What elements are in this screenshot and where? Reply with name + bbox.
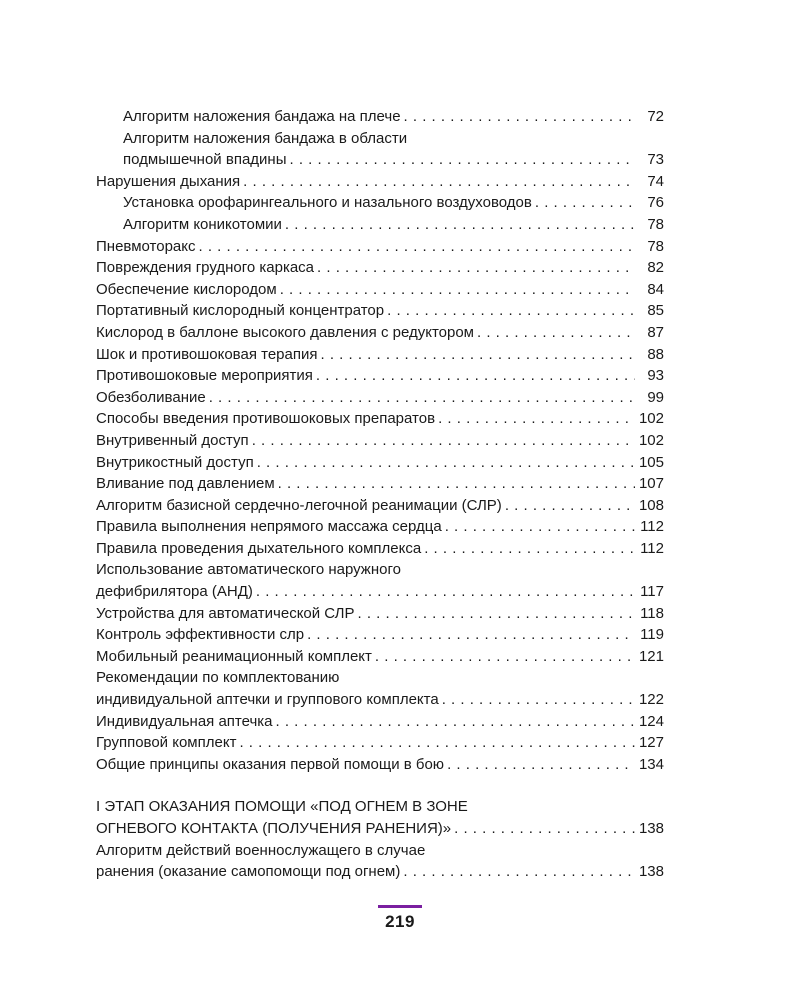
- dot-leader: [278, 473, 635, 495]
- toc-page-number: 102: [638, 431, 664, 449]
- toc-entry-line: [96, 365, 664, 387]
- toc-page-number: 118: [640, 604, 664, 622]
- toc-entry: [96, 559, 664, 602]
- toc-entry-title: Индивидуальная аптечка: [96, 712, 273, 730]
- toc-entry: [96, 365, 664, 387]
- toc-entry: [96, 603, 664, 625]
- toc-entry-title: ранения (оказание самопомощи под огнем): [96, 863, 401, 881]
- toc-entry: [96, 667, 664, 710]
- dot-leader: [209, 387, 635, 409]
- toc-entry-title: подмышечной впадины: [123, 151, 287, 169]
- toc-entry-title: Вливание под давлением: [96, 475, 275, 493]
- dot-leader: [252, 430, 635, 452]
- dot-leader: [307, 624, 635, 646]
- toc-page-number: 121: [638, 647, 664, 665]
- toc-entry-title: Повреждения грудного каркаса: [96, 259, 315, 277]
- toc-entry-title-line: Алгоритм наложения бандажа в области: [123, 129, 408, 147]
- toc-entry-title: Устройства для автоматической СЛР: [96, 604, 355, 622]
- toc-entry-title: Установка орофарингеального и назального воздуховодов: [123, 194, 532, 212]
- toc-page-number: 127: [638, 734, 664, 752]
- dot-leader: [445, 516, 635, 538]
- footer-rule: [378, 905, 422, 908]
- toc-entry: [96, 236, 664, 258]
- dot-leader: [404, 106, 635, 128]
- dot-leader: [256, 581, 635, 603]
- dot-leader: [358, 603, 636, 625]
- toc-entry-title: Кислород в баллоне высокого давления с редуктором: [96, 323, 474, 341]
- toc-entry: [96, 473, 664, 495]
- toc-entry-title-line: Алгоритм действий военнослужащего в случае: [96, 841, 426, 859]
- toc-entry: [96, 300, 664, 322]
- toc-entry: [96, 495, 664, 517]
- toc-page-number: 102: [638, 410, 664, 428]
- toc-entry-line: [96, 408, 664, 430]
- toc-entry-title: Алгоритм коникотомии: [123, 215, 282, 233]
- dot-leader: [454, 818, 635, 840]
- toc-entry-line: [96, 344, 664, 366]
- toc-entry: [96, 646, 664, 668]
- page-number: 219: [385, 912, 415, 931]
- toc-entry-title: Групповой комплект: [96, 734, 237, 752]
- toc-entry-line: [96, 279, 664, 301]
- toc-page-number: 74: [647, 172, 664, 190]
- toc-entry: [96, 624, 664, 646]
- toc-entry-line: [96, 387, 664, 409]
- dot-leader: [320, 344, 635, 366]
- toc-page-number: 119: [640, 626, 664, 644]
- toc-entry-title: Общие принципы оказания первой помощи в бою: [96, 755, 445, 773]
- dot-leader: [243, 171, 635, 193]
- toc-entry-title: Пневмоторакс: [96, 237, 196, 255]
- toc-entry-title-line: Использование автоматического наружного: [96, 561, 401, 579]
- toc-entry: [96, 279, 664, 301]
- toc-entry: [96, 516, 664, 538]
- toc-entry-title: Противошоковые мероприятия: [96, 367, 313, 385]
- toc-entry-title-line: I ЭТАП ОКАЗАНИЯ ПОМОЩИ «ПОД ОГНЕМ В ЗОНЕ: [96, 798, 468, 816]
- toc-entry-title: Нарушения дыхания: [96, 172, 241, 190]
- toc-entry: [96, 128, 664, 171]
- toc-page-number: 72: [647, 108, 664, 125]
- toc-page-number: 78: [647, 237, 664, 255]
- toc-page-number: 82: [647, 259, 664, 277]
- toc-entry-line: [96, 236, 664, 258]
- dot-leader: [239, 732, 635, 754]
- toc-page-number: 93: [647, 367, 664, 385]
- toc-entry-title: Обезболивание: [96, 388, 206, 406]
- toc-entry-title: Правила проведения дыхательного комплекса: [96, 539, 422, 557]
- toc-entry: [96, 711, 664, 733]
- toc-entry-line: [96, 322, 664, 344]
- toc-entry-title: Правила выполнения непрямого массажа сердца: [96, 518, 442, 536]
- toc-entry-line: [96, 495, 664, 517]
- toc-entry-line: [123, 214, 664, 236]
- toc-page-number: 122: [638, 691, 664, 709]
- toc-entry-line: [96, 818, 664, 840]
- toc-entry-line: [96, 581, 664, 603]
- toc-page-number: 124: [638, 712, 664, 730]
- toc-entry-line: [96, 711, 664, 733]
- toc-page-number: 88: [647, 345, 664, 363]
- table-of-contents: [96, 106, 664, 883]
- toc-entry-title: Внутрикостный доступ: [96, 453, 254, 471]
- toc-entry: [96, 171, 664, 193]
- dot-leader: [316, 365, 635, 387]
- toc-page-number: 84: [647, 280, 664, 298]
- toc-entry-line: [123, 106, 664, 128]
- toc-entry-title: дефибрилятора (АНД): [96, 583, 253, 601]
- toc-entry-line: [123, 149, 664, 171]
- toc-page-number: 108: [638, 496, 664, 514]
- toc-entry: [96, 344, 664, 366]
- toc-entry: [96, 452, 664, 474]
- toc-page-number: 85: [647, 302, 664, 320]
- dot-leader: [276, 711, 635, 733]
- toc-entry-line: [96, 754, 664, 776]
- toc-entry: [96, 322, 664, 344]
- toc-entry-title: Обеспечение кислородом: [96, 280, 277, 298]
- toc-entry: [96, 754, 664, 776]
- toc-entry: [96, 408, 664, 430]
- toc-entry-title-line: Рекомендации по комплектованию: [96, 669, 340, 687]
- toc-page-number: 73: [647, 151, 664, 169]
- toc-page-number: 138: [638, 820, 664, 837]
- toc-entry-line: [96, 861, 664, 883]
- toc-entry-line: [96, 603, 664, 625]
- toc-entry-line: [123, 192, 664, 214]
- dot-leader: [477, 322, 635, 344]
- toc-entry: [96, 796, 664, 839]
- toc-entry-line: [96, 689, 664, 711]
- toc-entry-title: Способы введения противошоковых препаратов: [96, 410, 436, 428]
- toc-entry: [96, 538, 664, 560]
- dot-leader: [285, 214, 635, 236]
- toc-entry: [96, 840, 664, 883]
- toc-entry-line: [96, 538, 664, 560]
- toc-entry-line: [96, 257, 664, 279]
- toc-page-number: 134: [638, 755, 664, 773]
- toc-entry-title: Алгоритм базисной сердечно-легочной реанимации (СЛР): [96, 496, 502, 514]
- toc-page-number: 138: [638, 863, 664, 881]
- toc-entry: [96, 192, 664, 214]
- toc-entry-line: [96, 300, 664, 322]
- dot-leader: [424, 538, 635, 560]
- toc-entry-line: [96, 646, 664, 668]
- dot-leader: [505, 495, 635, 517]
- toc-entry: [96, 732, 664, 754]
- dot-leader: [280, 279, 635, 301]
- dot-leader: [438, 408, 635, 430]
- dot-leader: [257, 452, 635, 474]
- toc-entry-line: [96, 473, 664, 495]
- toc-entry-title: Портативный кислородный концентратор: [96, 302, 385, 320]
- toc-entry: [96, 387, 664, 409]
- toc-entry-title: ОГНЕВОГО КОНТАКТА (ПОЛУЧЕНИЯ РАНЕНИЯ)»: [96, 820, 452, 837]
- dot-leader: [447, 754, 635, 776]
- toc-entry: [96, 257, 664, 279]
- toc-entry-line: [96, 732, 664, 754]
- toc-entry: [96, 106, 664, 128]
- dot-leader: [403, 861, 635, 883]
- toc-page-number: 99: [647, 388, 664, 406]
- toc-page-number: 112: [640, 518, 664, 536]
- toc-page-number: 78: [647, 215, 664, 233]
- toc-entry: [96, 430, 664, 452]
- toc-page-number: 87: [647, 323, 664, 341]
- toc-entry-title: Мобильный реанимационный комплект: [96, 647, 372, 665]
- dot-leader: [289, 149, 635, 171]
- dot-leader: [535, 192, 635, 214]
- toc-entry-title: Внутривенный доступ: [96, 431, 249, 449]
- toc-entry-title: Контроль эффективности слр: [96, 626, 305, 644]
- toc-entry-line: [96, 452, 664, 474]
- dot-leader: [442, 689, 635, 711]
- toc-page-number: 105: [638, 453, 664, 471]
- toc-entry: [96, 214, 664, 236]
- toc-entry-title: Шок и противошоковая терапия: [96, 345, 318, 363]
- toc-entry-title: Алгоритм наложения бандажа на плече: [123, 108, 401, 125]
- toc-page-number: 112: [640, 539, 664, 557]
- toc-page-number: 117: [640, 583, 664, 601]
- toc-entry-line: [96, 430, 664, 452]
- toc-entry-title: индивидуальной аптечки и группового комплекта: [96, 691, 439, 709]
- dot-leader: [387, 300, 635, 322]
- dot-leader: [375, 646, 635, 668]
- dot-leader: [199, 236, 636, 258]
- dot-leader: [317, 257, 635, 279]
- toc-page-number: 107: [638, 475, 664, 493]
- toc-entry-line: [96, 171, 664, 193]
- toc-page-number: 76: [647, 194, 664, 212]
- toc-entry-line: [96, 516, 664, 538]
- page-footer: [0, 905, 800, 932]
- toc-entry-line: [96, 624, 664, 646]
